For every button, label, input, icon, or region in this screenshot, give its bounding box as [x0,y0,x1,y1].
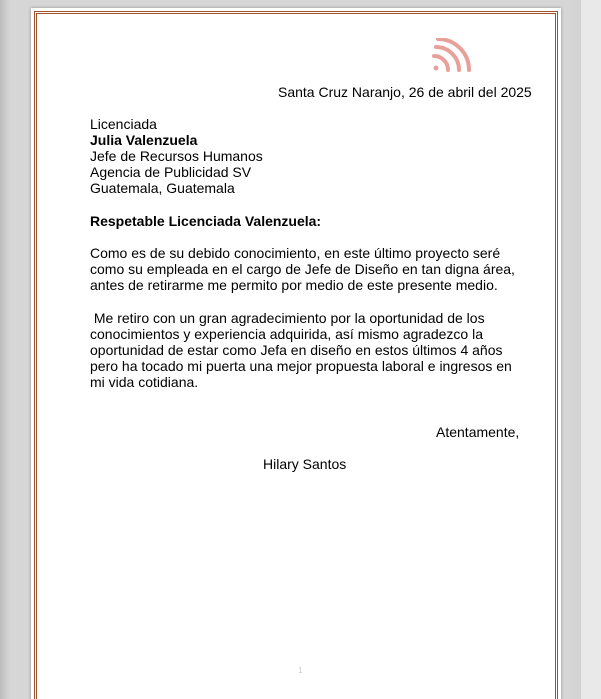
page-number: 1 [298,666,303,675]
recipient-name: Julia Valenzuela [90,132,198,148]
wifi-signal-logo-icon [430,38,474,78]
vertical-scrollbar[interactable] [580,0,601,699]
recipient-location: Guatemala, Guatemala [90,180,235,196]
salutation: Respetable Licenciada Valenzuela: [90,213,322,229]
date-line: Santa Cruz Naranjo, 26 de abril del 2025 [278,84,532,100]
recipient-company: Agencia de Publicidad SV [90,164,252,180]
recipient-position: Jefe de Recursos Humanos [90,148,263,164]
recipient-title: Licenciada [90,116,157,132]
body-paragraph-2: Me retiro con un gran agradecimiento por la oportunidad de los conocimientos y experiencia adquirida, así mismo agradezco la oportunidad de estar como Jefa en diseño en estos últimos 4 años pero ha tocado mi puerta una mejor propuesta laboral e ingresos en mi vida cotidiana. [90,310,516,390]
document-page [31,8,561,699]
closing: Atentamente, [436,424,520,440]
body-paragraph-1: Como es de su debido conocimiento, en este último proyecto seré como su empleada en el cargo de Jefe de Diseño en tan digna área, antes de retirarme me permito por medio de este presente medio. [90,245,515,293]
signature-name: Hilary Santos [263,456,347,472]
